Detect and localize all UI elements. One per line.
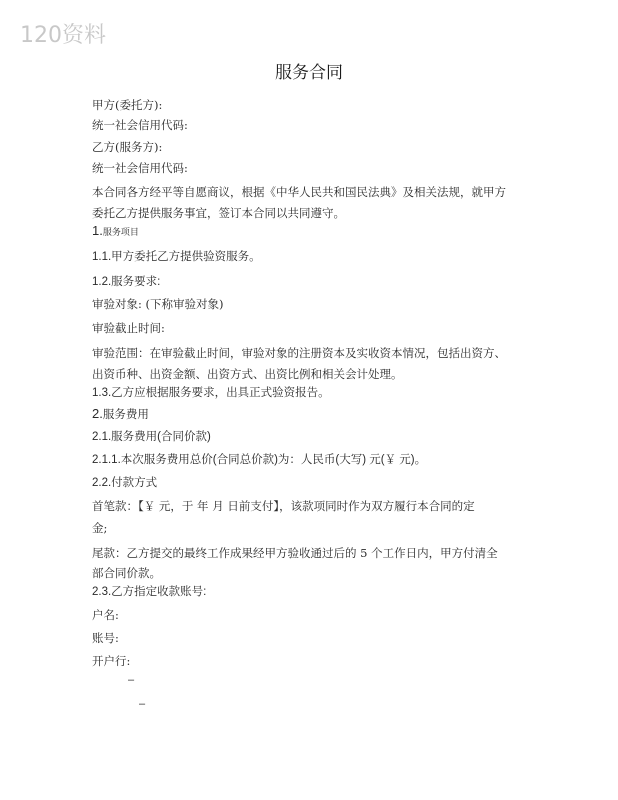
clause-1-2: 1.2.服务要求: [92,276,161,288]
clause-1-3: 1.3.乙方应根据服务要求，出具正式验资报告。 [92,387,330,399]
audit-scope-line-1: 审验范围：在审验截止时间，审验对象的注册资本及实收资本情况，包括出资方、 [92,346,506,360]
watermark: 120资料 [20,23,106,48]
final-payment-line-2: 部合同价款。 [92,566,161,580]
credit-code-b-label: 统一社会信用代码: [92,161,188,175]
clause-2-3: 2.3.乙方指定收款账号: [92,586,207,598]
audit-deadline-line: 审验截止时间: [92,321,165,335]
dash-mark-2: – [139,698,146,710]
account-number-label: 账号: [92,631,119,645]
dash-mark-1: – [128,674,135,686]
document-title: 服务合同 [275,63,343,83]
audit-object-line: 审验对象: (下称审验对象) [92,297,224,311]
party-a-label: 甲方(委托方): [92,98,163,112]
clause-2-1-1: 2.1.1.本次服务费用总价(合同总价款)为：人民币(大写) 元(￥ 元)。 [92,454,427,466]
account-name-label: 户名: [92,608,119,622]
preamble-line-1: 本合同各方经平等自愿商议，根据《中华人民共和国民法典》及相关法规，就甲方 [92,185,506,199]
bank-label: 开户行: [92,654,131,668]
section-2-heading [92,407,149,421]
preamble-line-2: 委托乙方提供服务事宜，签订本合同以共同遵守。 [92,206,345,220]
section-1-heading [92,224,139,240]
first-payment-line-2: 金; [92,521,108,535]
section-1-label: 服务项目 [102,228,139,238]
first-payment-line-1: 首笔款：【￥ 元，于 年 月 日前支付】，该款项同时作为双方履行本合同的定 [92,499,475,513]
credit-code-a-label: 统一社会信用代码: [92,118,188,132]
party-b-label: 乙方(服务方): [92,140,163,154]
section-2-number: 2. [92,406,103,421]
section-2-label: 服务费用 [102,407,149,421]
audit-scope-line-2: 出资币种、出资金额、出资方式、出资比例和相关会计处理。 [92,367,403,381]
clause-2-2: 2.2.付款方式 [92,477,158,489]
clause-1-1: 1.1.甲方委托乙方提供验资服务。 [92,251,261,263]
section-1-number: 1. [92,223,103,238]
final-payment-line-1: 尾款：乙方提交的最终工作成果经甲方验收通过后的 5 个工作日内，甲方付清全 [92,546,498,560]
clause-2-1: 2.1.服务费用(合同价款) [92,431,211,443]
